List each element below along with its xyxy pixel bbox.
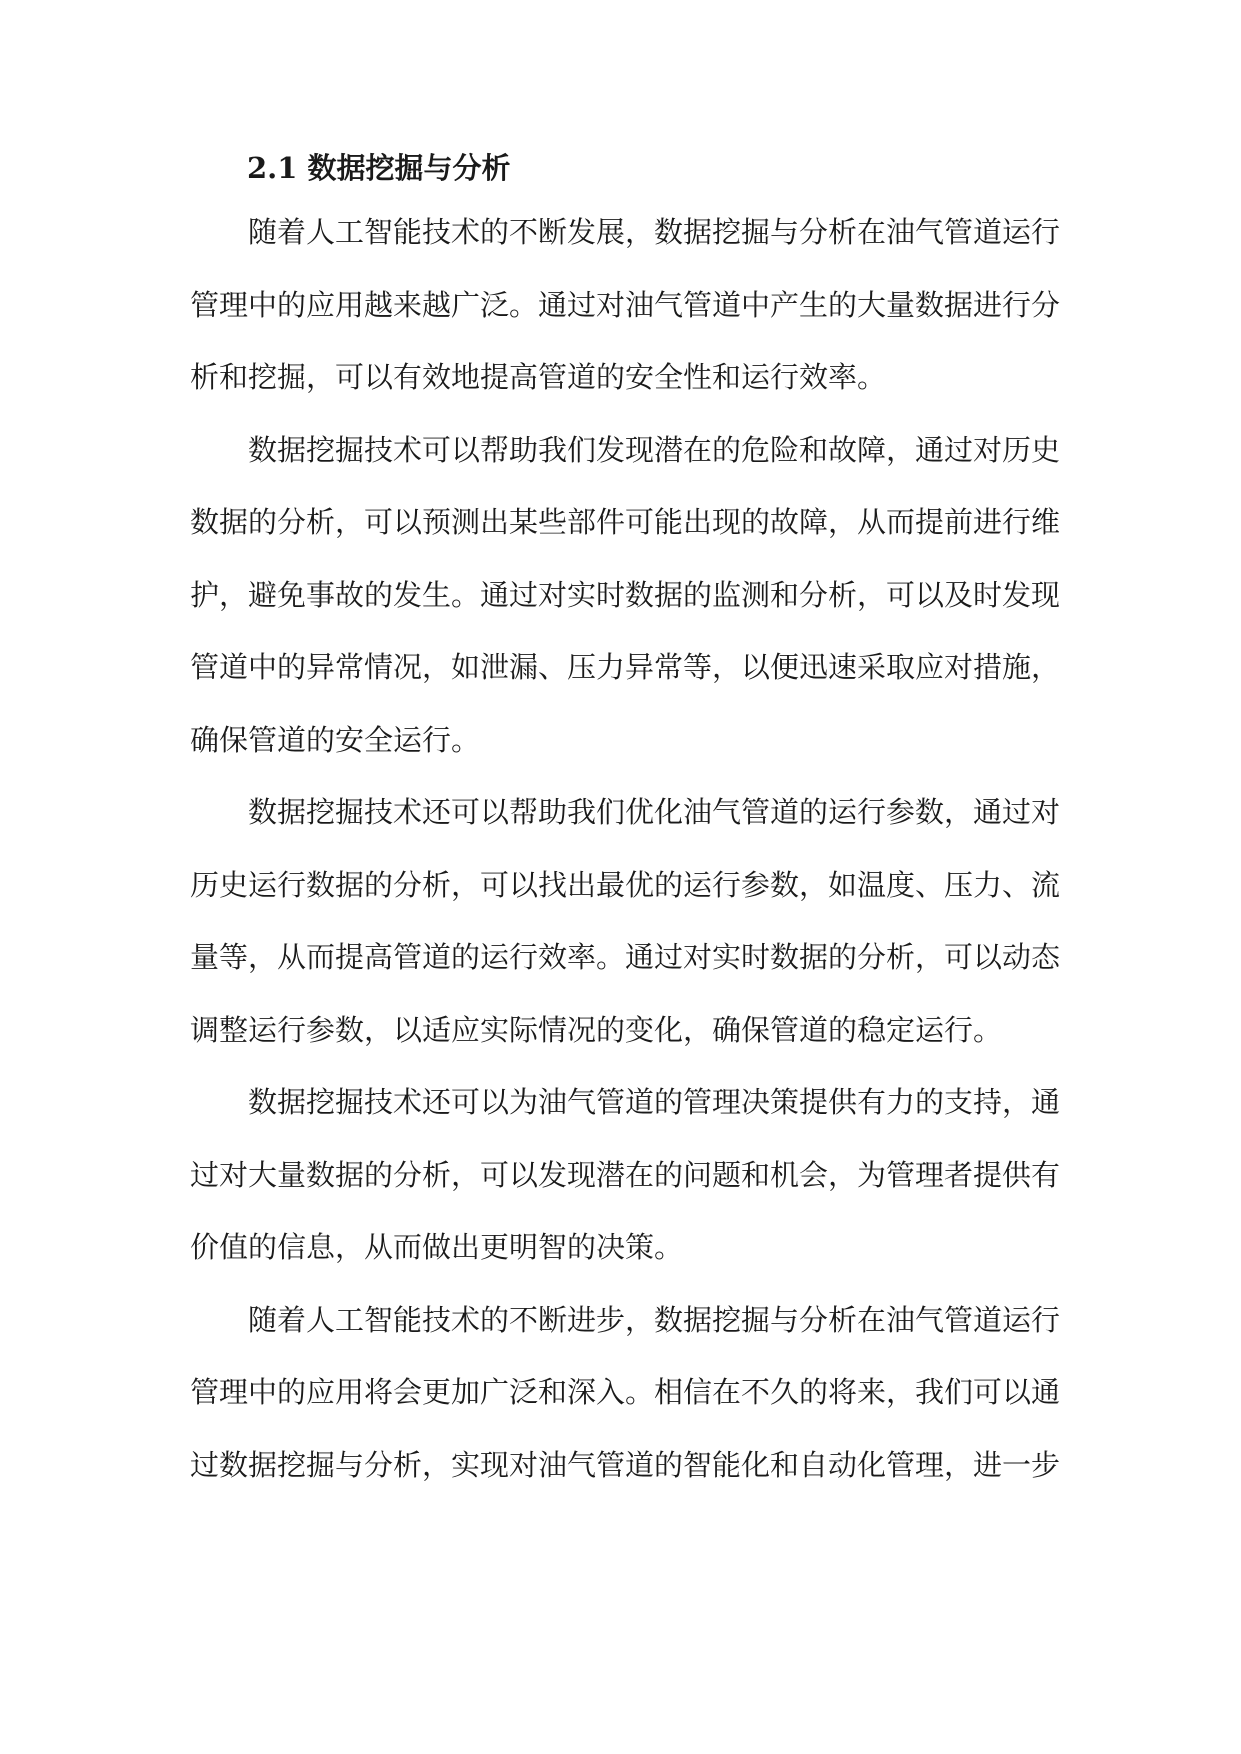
paragraph-1: 随着人工智能技术的不断发展，数据挖掘与分析在油气管道运行管理中的应用越来越广泛。通过对油气管道中产生的大量数据进行分析和挖掘，可以有效地提高管道的安全性和运行效率。 bbox=[190, 215, 1061, 394]
paragraph-4: 数据挖掘技术还可以为油气管道的管理决策提供有力的支持，通过对大量数据的分析，可以发现潜在的问题和机会，为管理者提供有价值的信息，从而做出更明智的决策。 bbox=[190, 1085, 1061, 1264]
section-heading: 2.1 数据挖掘与分析 bbox=[247, 151, 511, 185]
paragraph-5: 随着人工智能技术的不断进步，数据挖掘与分析在油气管道运行管理中的应用将会更加广泛和深入。相信在不久的将来，我们可以通过数据挖掘与分析，实现对油气管道的智能化和自动化管理，进一步 bbox=[190, 1302, 1061, 1482]
paragraph-2: 数据挖掘技术可以帮助我们发现潜在的危险和故障，通过对历史数据的分析，可以预测出某些部件可能出现的故障，从而提前进行维护，避免事故的发生。通过对实时数据的监测和分析，可以及时发现管道中的异常情况，如泄漏、压力异常等，以便迅速采取应对措施，确保管道的安全运行。 bbox=[190, 432, 1061, 757]
paragraph-3: 数据挖掘技术还可以帮助我们优化油气管道的运行参数，通过对历史运行数据的分析，可以找出最优的运行参数，如温度、压力、流量等，从而提高管道的运行效率。通过对实时数据的分析，可以动态调整运行参数，以适应实际情况的变化，确保管道的稳定运行。 bbox=[190, 795, 1061, 1047]
section-body bbox=[190, 196, 1060, 1501]
